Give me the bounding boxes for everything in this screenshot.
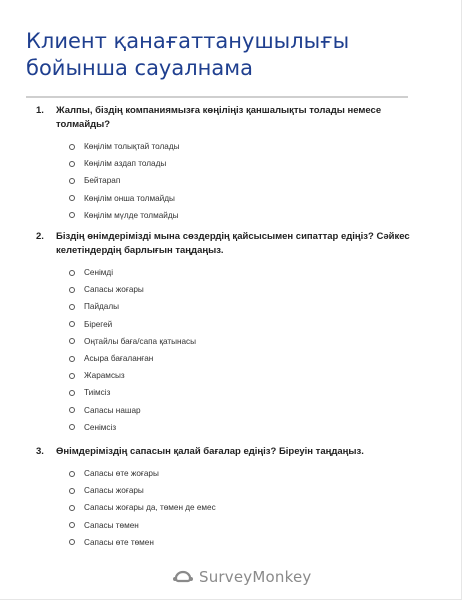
option-item[interactable] (69, 298, 426, 315)
option-item[interactable] (69, 402, 426, 419)
option-item[interactable] (69, 190, 426, 207)
option-label: Сапасы нашар (84, 405, 141, 415)
question-2 (36, 230, 426, 436)
radio-button[interactable] (69, 522, 75, 528)
surveymonkey-logo (172, 568, 311, 586)
option-item[interactable] (69, 367, 426, 384)
radio-button[interactable] (69, 287, 75, 293)
page-title: Клиент қанағаттанушылығы бойынша сауалнама (26, 29, 350, 81)
option-label: Көңілім онша толмайды (84, 193, 175, 203)
option-item[interactable] (69, 534, 426, 551)
option-item[interactable] (69, 465, 426, 482)
option-label: Бейтарап (84, 176, 121, 186)
radio-button[interactable] (69, 321, 75, 327)
option-list (36, 138, 426, 224)
option-label: Жарамсыз (84, 371, 125, 381)
option-item[interactable] (69, 207, 426, 224)
option-label: Оңтайлы баға/сапа қатынасы (84, 336, 197, 346)
question-1 (36, 104, 426, 224)
question-text: Жалпы, біздің компаниямызға көңіліңіз қаншалықты толады немесе толмайды? (56, 105, 382, 130)
radio-button[interactable] (69, 144, 75, 150)
option-item[interactable] (69, 333, 426, 350)
option-item[interactable] (69, 499, 426, 516)
option-label: Көңілім толықтай толады (84, 142, 180, 152)
radio-button[interactable] (69, 488, 75, 494)
question-text: Біздің өнімдерімізді мына сөздердің қайсысымен сипаттар едіңіз? Сәйкес келетіндердің барлығын таңдаңыз. (56, 231, 410, 256)
radio-button[interactable] (69, 471, 75, 477)
radio-button[interactable] (69, 195, 75, 201)
radio-button[interactable] (69, 338, 75, 344)
option-label: Сапасы жоғары (84, 285, 144, 295)
option-label: Сапасы өте жоғары (84, 469, 159, 479)
option-list (36, 465, 426, 551)
radio-button[interactable] (69, 212, 75, 218)
option-item[interactable] (69, 419, 426, 436)
option-item[interactable] (69, 264, 426, 281)
option-item[interactable] (69, 281, 426, 298)
title-divider (26, 96, 408, 98)
option-label: Пайдалы (84, 302, 120, 312)
option-item[interactable] (69, 482, 426, 499)
radio-button[interactable] (69, 407, 75, 413)
option-label: Сапасы өте төмен (84, 537, 154, 547)
option-label: Сапасы жоғары да, төмен де емес (84, 503, 216, 513)
radio-button[interactable] (69, 390, 75, 396)
option-label: Асыра бағаланған (84, 354, 154, 364)
option-item[interactable] (69, 517, 426, 534)
radio-button[interactable] (69, 505, 75, 511)
question-3 (36, 445, 426, 551)
radio-button[interactable] (69, 539, 75, 545)
radio-button[interactable] (69, 373, 75, 379)
option-label: Сенімсіз (84, 422, 117, 432)
option-item[interactable] (69, 172, 426, 189)
option-item[interactable] (69, 384, 426, 401)
question-number: 1. (36, 105, 44, 116)
option-label: Көңілім аздап толады (84, 159, 167, 169)
option-label: Сапасы төмен (84, 520, 139, 530)
option-item[interactable] (69, 350, 426, 367)
surveymonkey-logo-icon (172, 569, 194, 585)
brand-name: SurveyMonkey (199, 568, 312, 586)
option-label: Көңілім мүлде толмайды (84, 210, 179, 220)
question-text: Өнімдеріміздің сапасын қалай бағалар едіңіз? Біреуін таңдаңыз. (56, 446, 364, 457)
option-label: Тиімсіз (84, 388, 111, 398)
radio-button[interactable] (69, 304, 75, 310)
radio-button[interactable] (69, 270, 75, 276)
option-item[interactable] (69, 316, 426, 333)
option-list (36, 264, 426, 436)
radio-button[interactable] (69, 178, 75, 184)
question-number: 3. (36, 446, 44, 457)
option-label: Сапасы жоғары (84, 486, 144, 496)
radio-button[interactable] (69, 161, 75, 167)
option-item[interactable] (69, 138, 426, 155)
radio-button[interactable] (69, 424, 75, 430)
radio-button[interactable] (69, 356, 75, 362)
question-number: 2. (36, 231, 44, 242)
option-label: Бірегей (84, 319, 113, 329)
option-label: Сенімді (84, 268, 114, 278)
option-item[interactable] (69, 155, 426, 172)
